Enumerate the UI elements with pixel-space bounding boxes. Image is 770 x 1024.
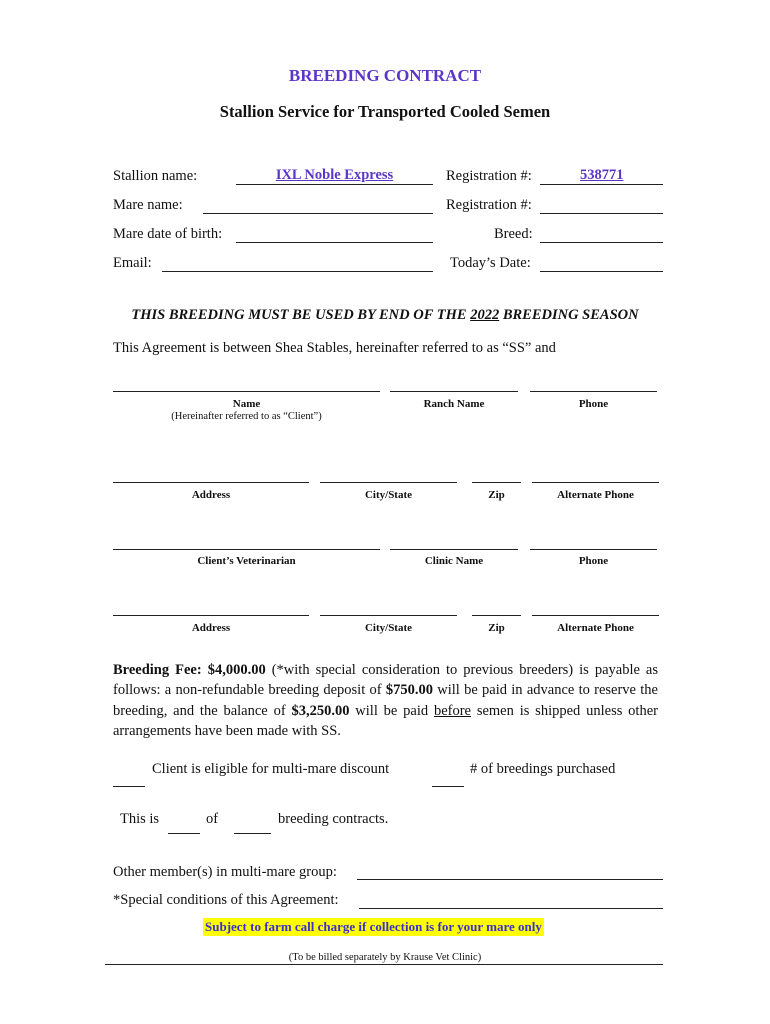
agreement-intro: This Agreement is between Shea Stables, hereinafter referred to as “SS” and [113,340,556,356]
client-city-state-caption: City/State [364,489,413,501]
mare-name-field[interactable] [203,213,433,214]
special-conditions-field[interactable] [359,908,663,909]
email-field[interactable] [162,271,433,272]
vet-phone-caption: Phone [578,555,609,567]
season-year: 2022 [470,307,500,323]
vet-city-state-field[interactable] [320,615,457,616]
registration-field-2[interactable] [540,213,663,214]
other-members-field[interactable] [357,879,663,880]
client-name-subcaption: (Hereinafter referred to as “Client”) [171,411,322,422]
client-address-caption: Address [191,489,231,501]
contract-number-field[interactable] [168,833,200,834]
footer-line [105,964,663,965]
registration-value-1[interactable]: 538771 [580,167,624,183]
multi-mare-label: Client is eligible for multi-mare discount [152,761,390,777]
special-conditions-label: *Special conditions of this Agreement: [113,892,339,908]
client-address-field[interactable] [113,482,309,483]
client-phone-field[interactable] [530,391,657,392]
mare-name-label: Mare name: [113,197,183,213]
client-alt-phone-caption: Alternate Phone [557,489,634,501]
contract-total-field[interactable] [234,833,271,834]
stallion-name-label: Stallion name: [113,168,198,184]
vet-zip-caption: Zip [488,622,505,634]
mare-dob-label: Mare date of birth: [113,226,223,242]
vet-alt-phone-caption: Alternate Phone [557,622,634,634]
ranch-name-field[interactable] [390,391,518,392]
vet-address-field[interactable] [113,615,309,616]
breeding-contracts-label: breeding contracts. [278,811,389,827]
multi-mare-checkbox-line[interactable] [113,786,145,787]
billing-note: (To be billed separately by Krause Vet Clinic) [288,952,482,963]
vet-name-field[interactable] [113,549,380,550]
vet-alt-phone-field[interactable] [532,615,659,616]
stallion-name-line [236,184,433,185]
season-notice: THIS BREEDING MUST BE USED BY END OF THE 2022 BREEDING SEASON [131,307,639,323]
ranch-name-caption: Ranch Name [423,398,485,410]
clinic-name-caption: Clinic Name [424,555,484,567]
registration-line-1 [540,184,663,185]
todays-date-label: Today’s Date: [450,255,531,271]
breed-field[interactable] [540,242,663,243]
of-label: of [206,811,219,827]
client-zip-caption: Zip [488,489,505,501]
vet-address-caption: Address [191,622,231,634]
client-city-state-field[interactable] [320,482,457,483]
client-name-field[interactable] [113,391,380,392]
this-is-label: This is [120,811,160,827]
client-zip-field[interactable] [472,482,521,483]
farm-call-highlight: Subject to farm call charge if collection is for your mare only [205,919,542,934]
client-phone-caption: Phone [578,398,609,410]
registration-label-2: Registration #: [446,197,532,213]
email-label: Email: [113,255,152,271]
mare-dob-field[interactable] [236,242,433,243]
other-members-label: Other member(s) in multi-mare group: [113,864,337,880]
client-alt-phone-field[interactable] [532,482,659,483]
registration-label-1: Registration #: [446,168,532,184]
vet-city-state-caption: City/State [364,622,413,634]
stallion-name-value[interactable]: IXL Noble Express [275,167,394,183]
breed-label: Breed: [494,226,533,242]
client-name-caption: Name [232,398,261,410]
contract-title: BREEDING CONTRACT [288,66,482,85]
breedings-purchased-label: # of breedings purchased [470,761,616,777]
clinic-name-field[interactable] [390,549,518,550]
contract-subtitle: Stallion Service for Transported Cooled Semen [219,102,551,121]
vet-zip-field[interactable] [472,615,521,616]
breeding-fee-paragraph: Breeding Fee: $4,000.00 (*with special consideration to previous breeders) is payable as follows: a non-refundable breeding deposit of $750.00 will be paid in advance to reserve the breeding, and the balance of $3,250.00 will be paid before semen is shipped unless other arrangements have been made with SS. [113,662,658,739]
vet-name-caption: Client’s Veterinarian [197,555,296,567]
todays-date-field[interactable] [540,271,663,272]
breedings-count-line[interactable] [432,786,464,787]
vet-phone-field[interactable] [530,549,657,550]
